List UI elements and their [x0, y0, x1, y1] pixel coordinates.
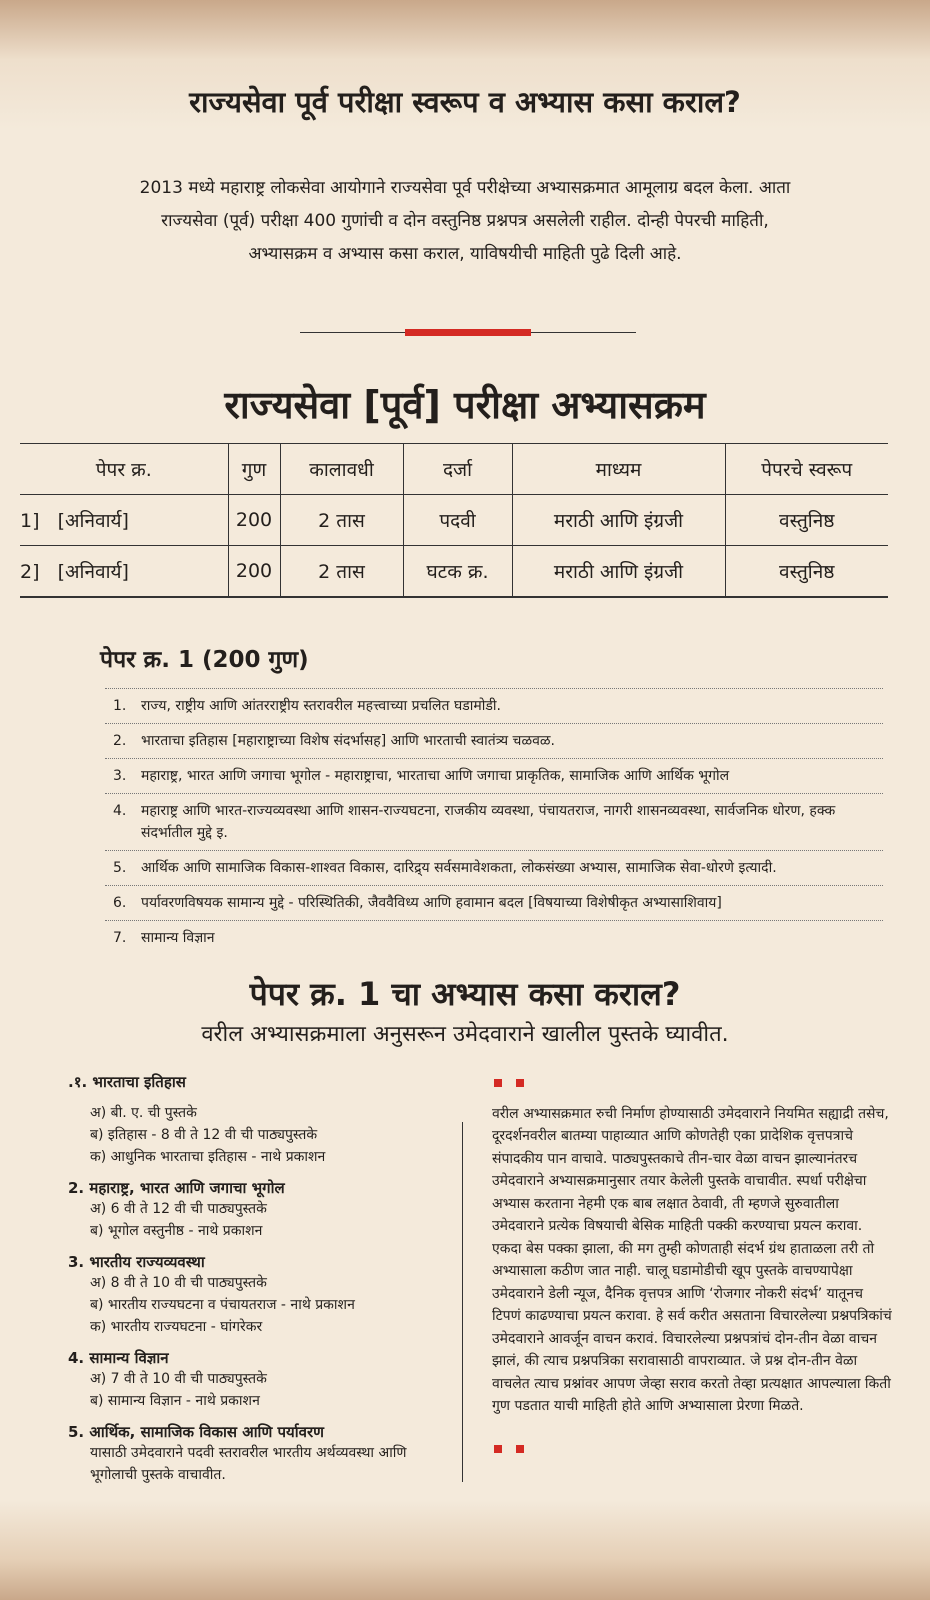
table-cell: 1] [अनिवार्य]: [20, 510, 129, 532]
book-item: ब) भूगोल वस्तुनीष्ठ - नाथे प्रकाशन: [90, 1223, 263, 1239]
list-item: [105, 920, 883, 955]
list-item: [105, 793, 883, 850]
table-cell: वस्तुनिष्ठ: [725, 495, 888, 546]
column-divider: [462, 1122, 463, 1482]
table-cell: मराठी आणि इंग्रजी: [512, 495, 725, 546]
item-number: 2.: [113, 733, 127, 749]
table-cell: पदवी: [403, 495, 512, 546]
page-title: राज्यसेवा पूर्व परीक्षा स्वरूप व अभ्यास कसा कराल?: [189, 85, 741, 119]
table-cell: मराठी आणि इंग्रजी: [512, 546, 725, 597]
col-header: पेपरचे स्वरूप: [725, 444, 888, 495]
book-item: ब) भारतीय राज्यघटना व पंचायतराज - नाथे प्रकाशन: [90, 1297, 355, 1313]
list-item: [105, 688, 883, 723]
paper1-heading: पेपर क्र. 1 (200 गुण): [100, 647, 309, 673]
table-cell: 2 तास: [280, 546, 403, 597]
syllabus-heading: राज्यसेवा [पूर्व] परीक्षा अभ्यासक्रम: [224, 383, 706, 427]
howto-heading: पेपर क्र. 1 चा अभ्यास कसा कराल?: [249, 975, 681, 1013]
red-squares-icon: [494, 1438, 892, 1461]
book-item: अ) 7 वी ते 10 वी ची पाठ्यपुस्तके: [90, 1371, 267, 1387]
item-text: महाराष्ट्र आणि भारत-राज्यव्यवस्था आणि शासन-राज्यघटना, राजकीय व्यवस्था, पंचायतराज, नागरी शासनव्यवस्था, सार्वजनिक धोरण, हक्क संदर्भातील मुद्दे इ.: [141, 803, 836, 841]
book-item: ब) इतिहास - 8 वी ते 12 वी ची पाठ्यपुस्तके: [90, 1127, 318, 1143]
item-number: 5.: [113, 860, 127, 876]
col-header: माध्यम: [512, 444, 725, 495]
book-section: [68, 1348, 448, 1412]
col-header: गुण: [228, 444, 280, 495]
table-cell: वस्तुनिष्ठ: [725, 546, 888, 597]
item-number: 6.: [113, 895, 127, 911]
col-header: पेपर क्र.: [95, 459, 152, 481]
table-row: [20, 546, 888, 597]
advice-text: वरील अभ्यासक्रमात रुची निर्माण होण्यासाठी उमेदवाराने नियमित सह्याद्री तसेच, दूरदर्शनवरील बातम्या पाहाव्यात आणि कोणतेही एका प्रादेशिक वृत्तपत्राचे संपादकीय पान वाचावे. पाठ्यपुस्तकाचे तीन-चार वेळा वाचन झाल्यानंतरच उमेदवाराने अभ्यासक्रमानुसार तयार केलेली पुस्तके वाचावीत. स्पर्धा परीक्षेचा अभ्यास करताना नेहमी एक बाब लक्षात ठेवावी, ती म्हणजे सुरुवातीला उमेदवाराने प्रत्येक विषयाची बेसिक माहिती पक्की करण्याचा प्रयत्न करावा. एकदा बेस पक्का झाला, की मग तुम्ही कोणताही संदर्भ ग्रंथ हाताळला तरी तो अभ्यासाला कठीण जात नाही. चालू घडामोडीची खूप पुस्तके वाचण्यापेक्षा उमेदवाराने डेली न्यूज, दैनिक वृत्तपत्र आणि ‘रोजगार नोकरी संदर्भ’ यातूनच टिपणं काढण्याचा प्रयत्न करावा. हे सर्व करीत असताना विचारलेल्या प्रश्नपत्रिकांचं उमेदवाराने आवर्जून वाचन करावं. विचारलेल्या प्रश्नपत्रांचं दोन-तीन वेळा वाचन झालं, की त्याच प्रश्नपत्रिका सरावासाठी वापराव्यात. जे प्रश्न दोन-तीन वेळा वाचलेत त्याच प्रश्नांवर आपण जेव्हा सराव करतो तेव्हा प्रत्यक्षात आपल्याला किती गुण पडतात याची माहिती होते आणि अभ्यासाला प्रेरणा मिळते.: [492, 1105, 892, 1414]
book-list: [68, 1062, 448, 1486]
table-header-row: [20, 444, 888, 495]
book-section: [68, 1422, 448, 1486]
book-section-heading: 4. सामान्य विज्ञान: [68, 1349, 169, 1367]
red-squares-icon: [494, 1072, 892, 1095]
item-text: राज्य, राष्ट्रीय आणि आंतरराष्ट्रीय स्तरावरील महत्त्वाच्या प्रचलित घडामोडी.: [141, 698, 501, 714]
table-cell: 2] [अनिवार्य]: [20, 560, 129, 583]
book-item: क) भारतीय राज्यघटना - घांगरेकर: [90, 1319, 263, 1335]
book-section-heading: 5. आर्थिक, सामाजिक विकास आणि पर्यावरण: [68, 1423, 324, 1441]
book-section-heading: 2. महाराष्ट्र, भारत आणि जगाचा भूगोल: [68, 1179, 285, 1197]
table-cell: 200: [228, 546, 280, 597]
book-item: ब) सामान्य विज्ञान - नाथे प्रकाशन: [90, 1393, 260, 1409]
item-number: 4.: [113, 803, 127, 819]
book-item: अ) 6 वी ते 12 वी ची पाठ्यपुस्तके: [90, 1201, 267, 1217]
col-header: दर्जा: [403, 444, 512, 495]
item-text: महाराष्ट्र, भारत आणि जगाचा भूगोल - महाराष्ट्राचा, भारताचा आणि जगाचा प्राकृतिक, सामाजिक आणि आर्थिक भूगोल: [141, 768, 730, 784]
howto-subheading: वरील अभ्यासक्रमाला अनुसरून उमेदवाराने खालील पुस्तके घ्यावीत.: [201, 1022, 729, 1047]
table-cell: 200: [228, 495, 280, 546]
divider-accent: [405, 329, 531, 336]
table-cell: घटक क्र.: [403, 546, 512, 597]
book-section: [68, 1178, 448, 1242]
book-section-heading: .१. भारताचा इतिहास: [68, 1073, 186, 1091]
intro-paragraph: 2013 मध्ये महाराष्ट्र लोकसेवा आयोगाने राज्यसेवा पूर्व परीक्षेच्या अभ्यासक्रमात आमूलाग्र बदल केला. आता राज्यसेवा (पूर्व) परीक्षा 400 गुणांची व दोन वस्तुनिष्ठ प्रश्नपत्र असलेली राहील. दोन्ही पेपरची माहिती, अभ्यासक्रम व अभ्यास कसा कराल, याविषयीची माहिती पुढे दिली आहे.: [139, 178, 791, 264]
book-item: यासाठी उमेदवाराने पदवी स्तरावरील भारतीय अर्थव्यवस्था आणि भूगोलाची पुस्तके वाचावीत.: [90, 1445, 407, 1483]
advice-column: [492, 1082, 892, 1460]
book-item: अ) बी. ए. ची पुस्तके: [90, 1105, 197, 1121]
list-item: [105, 723, 883, 758]
list-item: [105, 885, 883, 920]
item-text: आर्थिक आणि सामाजिक विकास-शाश्वत विकास, दारिद्र्य सर्वसमावेशकता, लोकसंख्या अभ्यास, सामाजिक सेवा-धोरणे इत्यादी.: [141, 860, 777, 876]
exam-table: [20, 443, 888, 598]
book-section: [68, 1252, 448, 1338]
book-section: [68, 1072, 448, 1168]
table-cell: 2 तास: [280, 495, 403, 546]
book-section-heading: 3. भारतीय राज्यव्यवस्था: [68, 1253, 205, 1271]
list-item: [105, 850, 883, 885]
list-item: [105, 758, 883, 793]
item-number: 1.: [113, 698, 127, 714]
item-text: भारताचा इतिहास [महाराष्ट्राच्या विशेष संदर्भासह] आणि भारताची स्वातंत्र्य चळवळ.: [141, 733, 555, 749]
item-text: पर्यावरणविषयक सामान्य मुद्दे - परिस्थितिकी, जैववैविध्य आणि हवामान बदल [विषयाच्या विशेषीकृत अभ्यासाशिवाय]: [141, 895, 722, 911]
item-number: 3.: [113, 768, 127, 784]
paper1-syllabus-list: [105, 688, 883, 955]
book-item: अ) 8 वी ते 10 वी ची पाठ्यपुस्तके: [90, 1275, 267, 1291]
book-item: क) आधुनिक भारताचा इतिहास - नाथे प्रकाशन: [90, 1149, 326, 1165]
item-number: 7.: [113, 930, 127, 946]
item-text: सामान्य विज्ञान: [141, 930, 215, 946]
col-header: कालावधी: [280, 444, 403, 495]
table-row: [20, 495, 888, 546]
